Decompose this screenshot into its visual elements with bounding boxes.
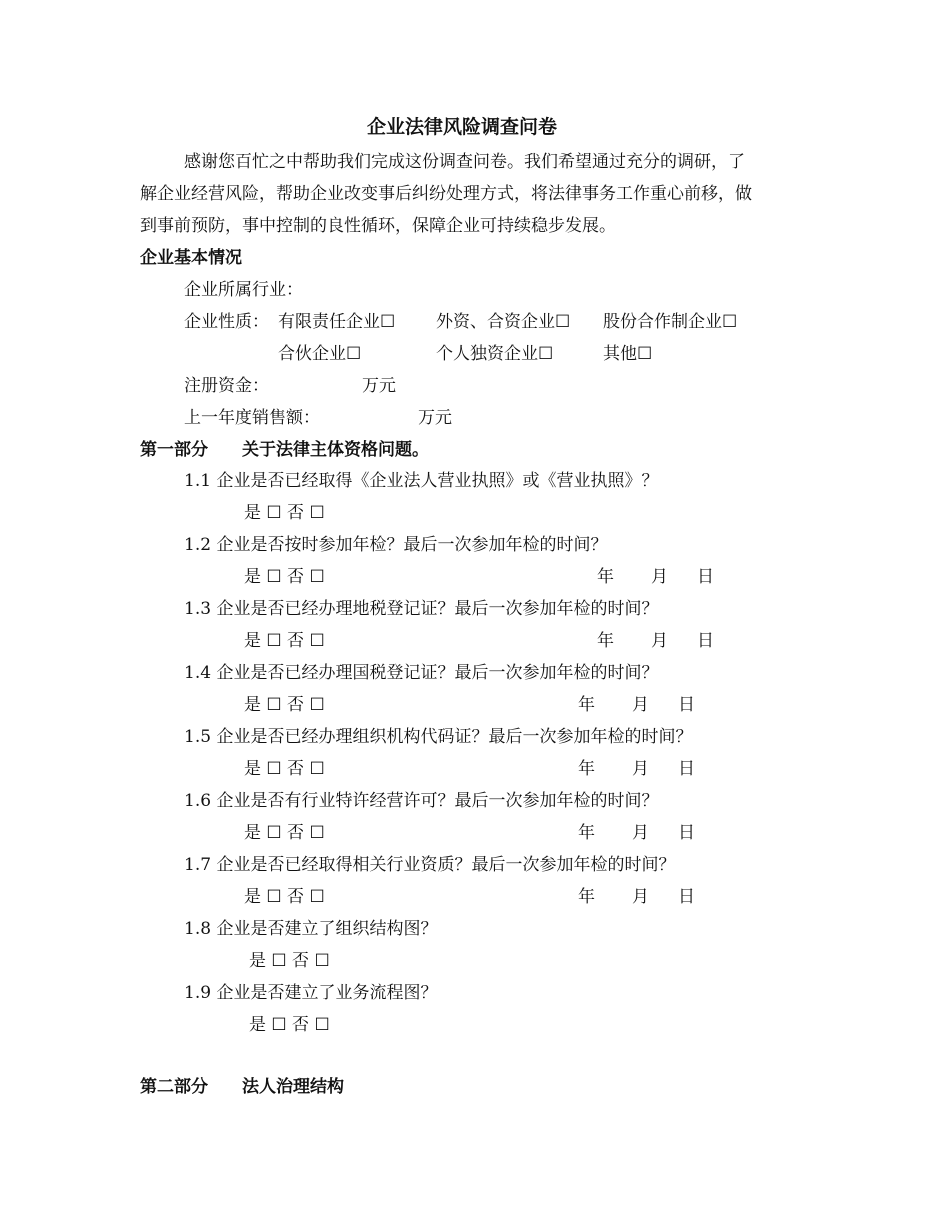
intro-line-2: 解企业经营风险，帮助企业改变事后纠纷处理方式，将法律事务工作重心前移，做 xyxy=(140,184,752,204)
industry-label: 企业所属行业： xyxy=(184,280,303,300)
answer-yes-no-5[interactable]: 是 ☐ 否 ☐ xyxy=(244,759,325,779)
answer-yes-no-1[interactable]: 是 ☐ 否 ☐ xyxy=(244,503,325,523)
capital-label: 注册资金： xyxy=(184,376,269,396)
sales-unit: 万元 xyxy=(418,408,452,428)
nature-option-joint-stock[interactable]: 股份合作制企业☐ xyxy=(603,312,738,332)
date-year-4: 年 xyxy=(578,695,595,715)
date-year-5: 年 xyxy=(578,759,595,779)
page-title: 企业法律风险调查问卷 xyxy=(367,116,558,138)
answer-yes-no-7[interactable]: 是 ☐ 否 ☐ xyxy=(244,887,325,907)
date-month-6: 月 xyxy=(632,823,649,843)
intro-line-1: 感谢您百忙之中帮助我们完成这份调查问卷。我们希望通过充分的调研，了 xyxy=(184,152,745,172)
question-9: 1.9 企业是否建立了业务流程图？ xyxy=(184,983,438,1003)
question-5: 1.5 企业是否已经办理组织机构代码证？最后一次参加年检的时间？ xyxy=(184,727,693,747)
part1-subheading: 关于法律主体资格问题。 xyxy=(242,440,429,460)
date-month-4: 月 xyxy=(632,695,649,715)
question-8: 1.8 企业是否建立了组织结构图？ xyxy=(184,919,438,939)
capital-unit: 万元 xyxy=(362,376,396,396)
date-year-6: 年 xyxy=(578,823,595,843)
question-2: 1.2 企业是否按时参加年检？最后一次参加年检的时间？ xyxy=(184,535,608,555)
date-day-5: 日 xyxy=(678,759,695,779)
date-month-7: 月 xyxy=(632,887,649,907)
nature-option-llc[interactable]: 有限责任企业☐ xyxy=(278,312,396,332)
nature-option-foreign[interactable]: 外资、合资企业☐ xyxy=(436,312,571,332)
part2-heading: 第二部分 xyxy=(140,1077,208,1097)
basic-heading: 企业基本情况 xyxy=(140,248,242,268)
date-month-2: 月 xyxy=(651,567,668,587)
answer-yes-no-3[interactable]: 是 ☐ 否 ☐ xyxy=(244,631,325,651)
nature-label: 企业性质： xyxy=(184,312,269,332)
nature-option-other[interactable]: 其他☐ xyxy=(603,344,653,364)
nature-option-partnership[interactable]: 合伙企业☐ xyxy=(278,344,362,364)
date-month-5: 月 xyxy=(632,759,649,779)
date-day-7: 日 xyxy=(678,887,695,907)
question-3: 1.3 企业是否已经办理地税登记证？最后一次参加年检的时间？ xyxy=(184,599,659,619)
answer-yes-no-6[interactable]: 是 ☐ 否 ☐ xyxy=(244,823,325,843)
nature-option-sole[interactable]: 个人独资企业☐ xyxy=(436,344,554,364)
question-7: 1.7 企业是否已经取得相关行业资质？最后一次参加年检的时间？ xyxy=(184,855,676,875)
part2-subheading: 法人治理结构 xyxy=(242,1077,344,1097)
date-year-7: 年 xyxy=(578,887,595,907)
answer-yes-no-9[interactable]: 是 ☐ 否 ☐ xyxy=(249,1015,330,1035)
date-day-3: 日 xyxy=(697,631,714,651)
answer-yes-no-8[interactable]: 是 ☐ 否 ☐ xyxy=(249,951,330,971)
date-month-3: 月 xyxy=(651,631,668,651)
answer-yes-no-4[interactable]: 是 ☐ 否 ☐ xyxy=(244,695,325,715)
part1-heading: 第一部分 xyxy=(140,440,208,460)
date-day-6: 日 xyxy=(678,823,695,843)
sales-label: 上一年度销售额： xyxy=(184,408,320,428)
question-4: 1.4 企业是否已经办理国税登记证？最后一次参加年检的时间？ xyxy=(184,663,659,683)
question-6: 1.6 企业是否有行业特许经营许可？最后一次参加年检的时间？ xyxy=(184,791,659,811)
date-day-4: 日 xyxy=(678,695,695,715)
question-1: 1.1 企业是否已经取得《企业法人营业执照》或《营业执照》？ xyxy=(184,471,659,491)
answer-yes-no-2[interactable]: 是 ☐ 否 ☐ xyxy=(244,567,325,587)
date-year-2: 年 xyxy=(597,567,614,587)
date-year-3: 年 xyxy=(597,631,614,651)
date-day-2: 日 xyxy=(697,567,714,587)
intro-line-3: 到事前预防，事中控制的良性循环，保障企业可持续稳步发展。 xyxy=(140,216,616,236)
